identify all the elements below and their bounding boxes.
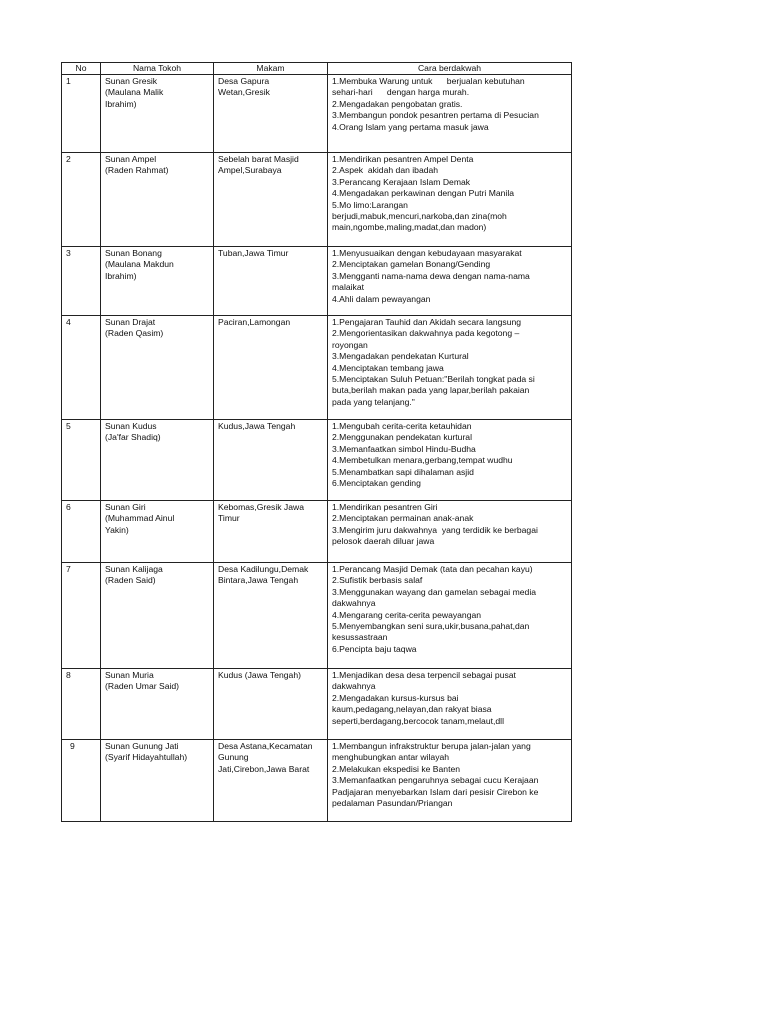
cara-line: berjudi,mabuk,mencuri,narkoba,dan zina(moh	[332, 211, 507, 222]
nama-line: Sunan Muria	[105, 670, 154, 680]
nama-line: Ibrahim)	[105, 270, 137, 281]
nama-line: Sunan Ampel	[105, 154, 157, 164]
nama-line: (Raden Umar Said)	[105, 681, 180, 692]
cara-berdakwah-cell	[328, 316, 572, 420]
cara-line: 5.Menciptakan Suluh Petuan:"Berilah tongkat pada si	[332, 374, 535, 385]
nama-line: (Maulana Makdun	[105, 259, 174, 270]
row-number: 3	[62, 247, 101, 316]
cara-line: kesussastraan	[332, 632, 388, 643]
header-cara-berdakwah: Cara berdakwah	[328, 63, 572, 75]
cara-line: 2.Sufistik berbasis salaf	[332, 575, 423, 586]
cara-line: 1.Mengubah cerita-cerita ketauhidan	[332, 421, 472, 431]
makam-cell	[214, 153, 328, 247]
makam-cell	[214, 75, 328, 153]
cara-line: 6.Pencipta baju taqwa	[332, 643, 417, 654]
cara-line: 1.Menjadikan desa desa terpencil sebagai pusat	[332, 670, 516, 680]
cara-line: 4.Membetulkan menara,gerbang,tempat wudhu	[332, 455, 513, 466]
nama-tokoh-cell	[101, 316, 214, 420]
nama-line: (Raden Qasim)	[105, 328, 164, 339]
cara-line: 4.Mengadakan perkawinan dengan Putri Manila	[332, 188, 515, 199]
cara-line: 1.Pengajaran Tauhid dan Akidah secara langsung	[332, 317, 522, 327]
row-number: 4	[62, 316, 101, 420]
header-makam: Makam	[214, 63, 328, 75]
makam-line: Desa Kadilungu,Demak	[218, 564, 309, 574]
cara-line: 3.Mengirim juru dakwahnya yang terdidik ke berbagai	[332, 524, 538, 535]
cara-line: 6.Menciptakan gending	[332, 478, 421, 489]
nama-line: (Raden Said)	[105, 575, 156, 586]
cara-line: 2.Melakukan ekspedisi ke Banten	[332, 763, 461, 774]
cara-berdakwah-cell	[328, 740, 572, 822]
nama-line: Sunan Drajat	[105, 317, 156, 327]
row-number: 7	[62, 563, 101, 669]
table-body	[62, 75, 572, 822]
cara-line: 4.Mengarang cerita-cerita pewayangan	[332, 609, 482, 620]
header-no: No	[62, 63, 101, 75]
makam-cell	[214, 669, 328, 740]
cara-line: 2.Aspek akidah dan ibadah	[332, 165, 439, 176]
cara-line: kaum,pedagang,nelayan,dan rakyat biasa	[332, 704, 492, 715]
cara-line: 4.Orang Islam yang pertama masuk jawa	[332, 121, 489, 132]
makam-line: Timur	[218, 513, 240, 524]
nama-line: (Raden Rahmat)	[105, 165, 169, 176]
nama-line: Ibrahim)	[105, 98, 137, 109]
cara-berdakwah-cell	[328, 153, 572, 247]
cara-line: 3.Mengadakan pendekatan Kurtural	[332, 351, 469, 362]
cara-berdakwah-cell	[328, 501, 572, 563]
cara-berdakwah-cell	[328, 75, 572, 153]
cara-berdakwah-cell	[328, 247, 572, 316]
nama-line: Sunan Kudus	[105, 421, 157, 431]
makam-cell	[214, 316, 328, 420]
cara-line: 3.Memanfaatkan pengaruhnya sebagai cucu Kerajaan	[332, 775, 539, 786]
cara-berdakwah-cell	[328, 420, 572, 501]
cara-line: 3.Memanfaatkan simbol Hindu-Budha	[332, 443, 476, 454]
cara-line: 3.Membangun pondok pesantren pertama di Pesucian	[332, 110, 539, 121]
cara-line: 1.Menyusuaikan dengan kebudayaan masyarakat	[332, 248, 522, 258]
nama-tokoh-cell	[101, 420, 214, 501]
nama-tokoh-cell	[101, 501, 214, 563]
wali-songo-table	[61, 62, 572, 822]
nama-line: Sunan Gunung Jati	[105, 741, 179, 751]
cara-line: malaikat	[332, 282, 364, 293]
row-number: 2	[62, 153, 101, 247]
cara-line: 4.Ahli dalam pewayangan	[332, 293, 431, 304]
table-row	[62, 669, 572, 740]
header-nama-tokoh: Nama Tokoh	[101, 63, 214, 75]
nama-line: (Maulana Malik	[105, 87, 164, 98]
cara-line: sehari-hari dengan harga murah.	[332, 87, 470, 98]
table-row	[62, 153, 572, 247]
nama-tokoh-cell	[101, 563, 214, 669]
makam-cell	[214, 247, 328, 316]
cara-line: 1.Perancang Masjid Demak (tata dan pecahan kayu)	[332, 564, 533, 574]
cara-line: main,ngombe,maling,madat,dan madon)	[332, 222, 487, 233]
header-row	[62, 63, 572, 75]
nama-tokoh-cell	[101, 740, 214, 822]
cara-line: 3.Menggunakan wayang dan gamelan sebagai media	[332, 586, 537, 597]
cara-line: 3.Perancang Kerajaan Islam Demak	[332, 176, 471, 187]
table-row	[62, 740, 572, 822]
nama-tokoh-cell	[101, 153, 214, 247]
makam-line: Desa Astana,Kecamatan	[218, 741, 313, 751]
cara-line: 1.Membuka Warung untuk berjualan kebutuhan	[332, 76, 525, 86]
cara-line: pelosok daerah diluar jawa	[332, 536, 435, 547]
row-number: 8	[62, 669, 101, 740]
cara-line: 2.Menciptakan gamelan Bonang/Gending	[332, 259, 491, 270]
cara-line: 2.Mengorientasikan dakwahnya pada kegotong –	[332, 328, 520, 339]
makam-cell	[214, 420, 328, 501]
nama-tokoh-cell	[101, 75, 214, 153]
cara-line: 5.Mo limo:Larangan	[332, 199, 408, 210]
cara-berdakwah-cell	[328, 669, 572, 740]
cara-line: pedalaman Pasundan/Priangan	[332, 798, 453, 809]
makam-line: Ampel,Surabaya	[218, 165, 282, 176]
makam-line: Kudus (Jawa Tengah)	[218, 670, 301, 680]
makam-line: Bintara,Jawa Tengah	[218, 575, 299, 586]
cara-line: dakwahnya	[332, 681, 376, 692]
makam-cell	[214, 501, 328, 563]
cara-line: 2.Menciptakan permainan anak-anak	[332, 513, 474, 524]
cara-line: 1.Membangun infrakstruktur berupa jalan-jalan yang	[332, 741, 531, 751]
nama-tokoh-cell	[101, 247, 214, 316]
nama-line: (Muhammad Ainul	[105, 513, 175, 524]
makam-line: Tuban,Jawa Timur	[218, 248, 289, 258]
makam-line: Wetan,Gresik	[218, 87, 270, 98]
nama-line: Sunan Kalijaga	[105, 564, 163, 574]
cara-line: 5.Menambatkan sapi dihalaman asjid	[332, 466, 474, 477]
makam-line: Kebomas,Gresik Jawa	[218, 502, 304, 512]
nama-line: (Syarif Hidayahtullah)	[105, 752, 188, 763]
cara-line: seperti,berdagang,bercocok tanam,melaut,dll	[332, 715, 504, 726]
cara-line: 2.Menggunakan pendekatan kurtural	[332, 432, 472, 443]
makam-cell	[214, 740, 328, 822]
row-number: 9	[62, 740, 101, 822]
cara-line: 5.Menyembangkan seni sura,ukir,busana,pahat,dan	[332, 621, 530, 632]
makam-line: Jati,Cirebon,Jawa Barat	[218, 763, 310, 774]
makam-line: Kudus,Jawa Tengah	[218, 421, 296, 431]
cara-line: buta,berilah makan pada yang lapar,berilah pakaian	[332, 385, 530, 396]
table-row	[62, 420, 572, 501]
row-number: 6	[62, 501, 101, 563]
nama-line: Sunan Gresik	[105, 76, 158, 86]
makam-line: Paciran,Lamongan	[218, 317, 291, 327]
table-row	[62, 75, 572, 153]
cara-berdakwah-cell	[328, 563, 572, 669]
makam-line: Gunung	[218, 752, 249, 763]
cara-line: royongan	[332, 339, 368, 350]
table-row	[62, 316, 572, 420]
cara-line: menghubungkan antar wilayah	[332, 752, 450, 763]
table-row	[62, 247, 572, 316]
table-row	[62, 563, 572, 669]
makam-cell	[214, 563, 328, 669]
nama-tokoh-cell	[101, 669, 214, 740]
cara-line: 1.Mendirikan pesantren Ampel Denta	[332, 154, 474, 164]
nama-line: (Ja'far Shadiq)	[105, 432, 161, 443]
cara-line: 3.Mengganti nama-nama dewa dengan nama-nama	[332, 270, 530, 281]
makam-line: Desa Gapura	[218, 76, 270, 86]
nama-line: Sunan Bonang	[105, 248, 162, 258]
cara-line: 1.Mendirikan pesantren Giri	[332, 502, 438, 512]
row-number: 5	[62, 420, 101, 501]
cara-line: 2.Mengadakan kursus-kursus bai	[332, 692, 459, 703]
cara-line: 2.Mengadakan pengobatan gratis.	[332, 98, 463, 109]
nama-line: Yakin)	[105, 524, 129, 535]
cara-line: pada yang telanjang."	[332, 396, 415, 407]
cara-line: dakwahnya	[332, 598, 376, 609]
makam-line: Sebelah barat Masjid	[218, 154, 299, 164]
cara-line: Padjajaran menyebarkan Islam dari pesisir Cirebon ke	[332, 786, 539, 797]
table-row	[62, 501, 572, 563]
row-number: 1	[62, 75, 101, 153]
nama-line: Sunan Giri	[105, 502, 146, 512]
cara-line: 4.Menciptakan tembang jawa	[332, 362, 444, 373]
